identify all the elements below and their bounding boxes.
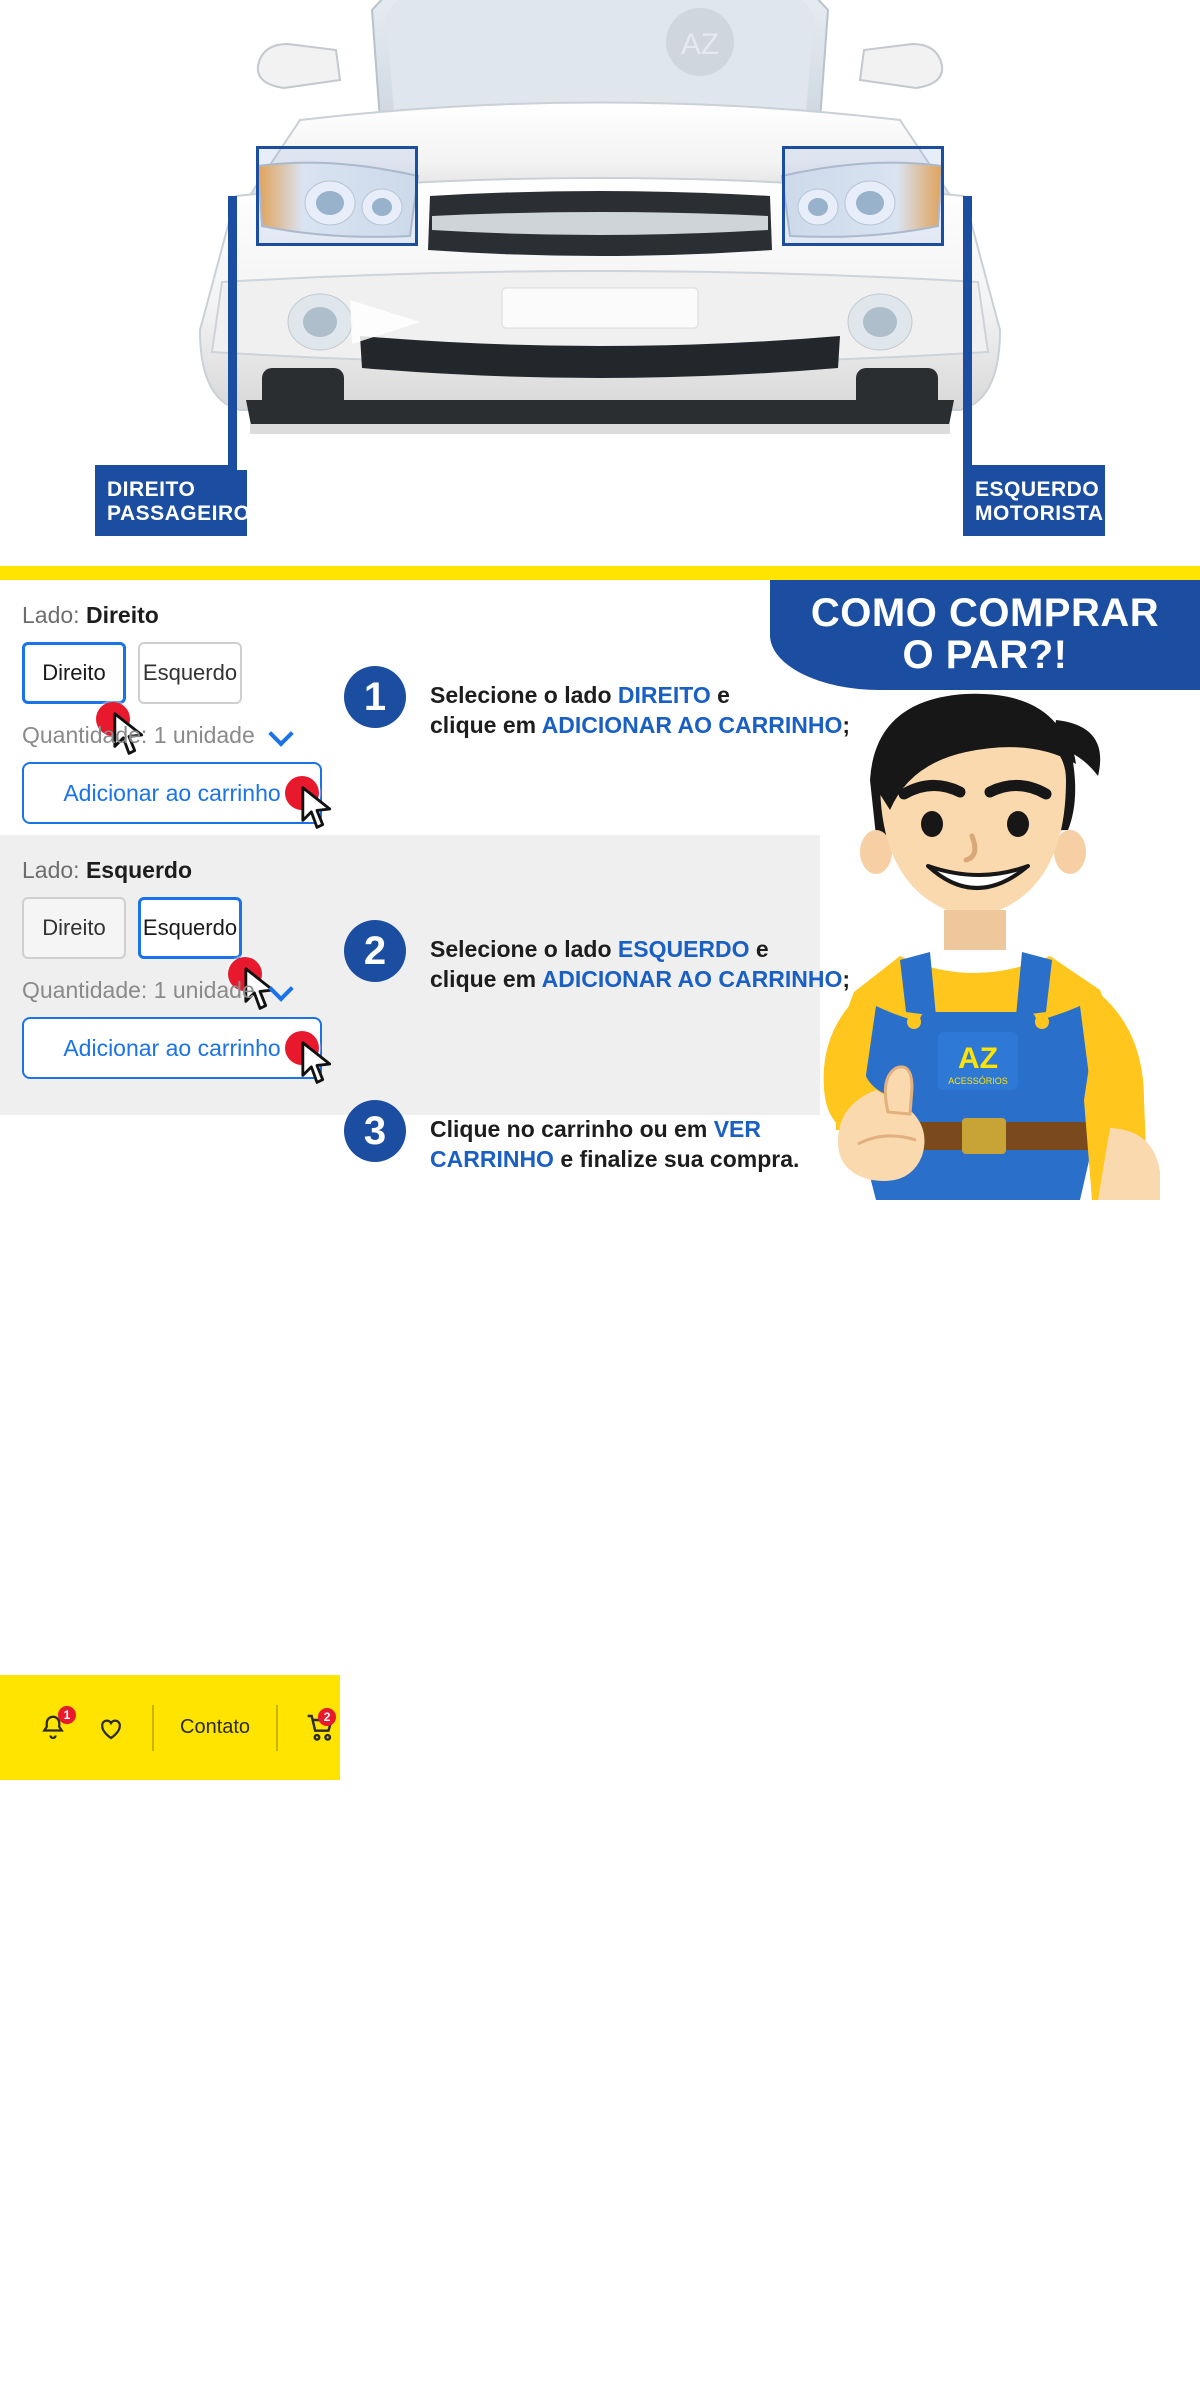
banner-line-1: COMO COMPRAR — [810, 591, 1160, 635]
side-option-right-1[interactable]: Direito — [22, 642, 126, 704]
svg-text:ACESSÓRIOS: ACESSÓRIOS — [948, 1076, 1008, 1086]
cart-badge: 2 — [318, 1708, 336, 1726]
cart-button[interactable] — [304, 1709, 338, 1744]
cursor-pointer-1b — [300, 786, 334, 832]
step-text-3: Clique no carrinho ou em VER CARRINHO e finalize sua compra. — [430, 1116, 800, 1172]
label-right-line1: DIREITO — [107, 478, 196, 501]
side-option-right-2[interactable]: Direito — [22, 897, 126, 959]
add-to-cart-button-2[interactable]: Adicionar ao carrinho — [22, 1017, 322, 1079]
chevron-down-icon-1[interactable] — [268, 721, 293, 746]
notifications-bell-button[interactable] — [38, 1707, 71, 1744]
footer-separator-1 — [152, 1705, 154, 1751]
site-footer-bar — [0, 1675, 340, 1780]
connector-line-left — [963, 196, 972, 508]
contact-link[interactable]: Contato — [180, 1716, 251, 1738]
cursor-pointer-2b — [300, 1041, 334, 1087]
step-text-1: Selecione o lado DIREITO e clique em ADICIONAR AO CARRINHO; — [430, 682, 851, 738]
headlight-highlight-right — [256, 146, 418, 246]
heart-icon — [96, 1713, 126, 1743]
headlight-highlight-left — [782, 146, 944, 246]
car-illustration-panel — [0, 0, 1200, 566]
svg-text:AZ: AZ — [680, 28, 720, 61]
svg-text:AZ: AZ — [958, 1042, 998, 1075]
quantity-label-1[interactable]: Quantidade: 1 unidade — [22, 722, 255, 748]
side-label-1: Lado: Direito — [22, 602, 159, 628]
yellow-divider — [0, 566, 1200, 580]
label-left-line2: MOTORISTA — [975, 502, 1104, 525]
label-left-line1: ESQUERDO — [975, 478, 1100, 501]
step-number-2: 2 — [344, 920, 406, 982]
step-text-2: Selecione o lado ESQUERDO e clique em ADICIONAR AO CARRINHO; — [430, 936, 851, 992]
quantity-label-2[interactable]: Quantidade: 1 unidade — [22, 977, 255, 1003]
label-right-passenger — [95, 470, 251, 536]
add-to-cart-button-1[interactable]: Adicionar ao carrinho — [22, 762, 322, 824]
favorites-button[interactable] — [96, 1713, 126, 1743]
mechanic-character-illustration — [780, 660, 1200, 1200]
side-option-left-1[interactable]: Esquerdo — [138, 642, 242, 704]
side-option-left-2[interactable]: Esquerdo — [138, 897, 242, 959]
banner-line-2: O PAR?! — [902, 633, 1068, 677]
label-right-line2: PASSAGEIRO — [107, 502, 251, 525]
label-left-driver — [963, 470, 1105, 536]
bell-badge: 1 — [58, 1706, 76, 1724]
step-number-3: 3 — [344, 1100, 406, 1162]
connector-line-right — [228, 196, 237, 508]
step-number-1: 1 — [344, 666, 406, 728]
side-label-2: Lado: Esquerdo — [22, 857, 193, 883]
footer-separator-2 — [276, 1705, 278, 1751]
